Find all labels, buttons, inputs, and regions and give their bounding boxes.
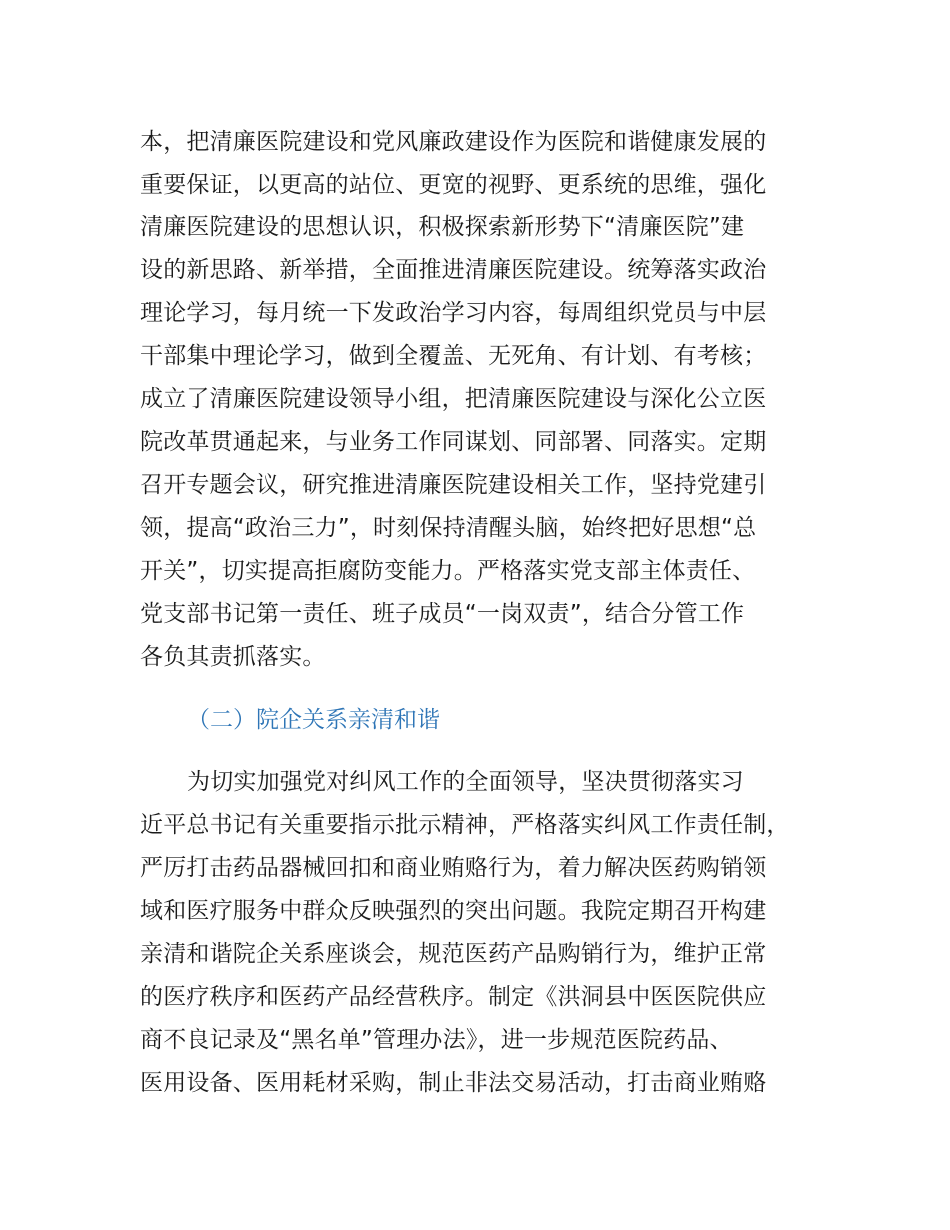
section-heading: （二）院企关系亲清和谐: [187, 707, 440, 733]
paragraph1-line-5: 理论学习，每月统一下发政治学习内容，每周组织党员与中层: [140, 300, 767, 326]
paragraph2-line-8: 医用设备、医用耗材采购，制止非法交易活动，打击商业贿赂: [140, 1070, 767, 1096]
paragraph2-line-6: 的医疗秩序和医药产品经营秩序。制定《洪洞县中医医院供应: [140, 984, 767, 1010]
paragraph2-line-2: 近平总书记有关重要指示批示精神，严格落实纠风工作责任制，: [140, 812, 790, 838]
paragraph1-line-1: 本，把清廉医院建设和党风廉政建设作为医院和谐健康发展的: [140, 129, 767, 155]
paragraph1-line-8: 院改革贯通起来，与业务工作同谋划、同部署、同落实。定期: [140, 429, 767, 455]
paragraph1-line-13: 各负其责抓落实。: [140, 644, 326, 670]
paragraph2-line-4: 域和医疗服务中群众反映强烈的突出问题。我院定期召开构建: [140, 898, 767, 924]
paragraph2-line-7: 商不良记录及“黑名单”管理办法》，进一步规范医院药品、: [140, 1027, 733, 1053]
paragraph1-line-6: 干部集中理论学习，做到全覆盖、无死角、有计划、有考核；: [140, 343, 767, 369]
paragraph1-line-3: 清廉医院建设的思想认识，积极探索新形势下“清廉医院”建: [140, 214, 745, 240]
paragraph2-line-1: 为切实加强党对纠风工作的全面领导，坚决贯彻落实习: [187, 769, 744, 795]
paragraph1-line-10: 领，提高“政治三力”，时刻保持清醒头脑，始终把好思想“总: [140, 515, 757, 541]
paragraph1-line-2: 重要保证，以更高的站位、更宽的视野、更系统的思维，强化: [140, 172, 767, 198]
paragraph1-line-9: 召开专题会议，研究推进清廉医院建设相关工作，坚持党建引: [140, 472, 767, 498]
paragraph2-line-3: 严厉打击药品器械回扣和商业贿赂行为，着力解决医药购销领: [140, 855, 767, 881]
paragraph1-line-12: 党支部书记第一责任、班子成员“一岗双责”，结合分管工作: [140, 601, 745, 627]
paragraph1-line-11: 开关”，切实提高拒腐防变能力。严格落实党支部主体责任、: [140, 558, 756, 584]
paragraph1-line-4: 设的新思路、新举措，全面推进清廉医院建设。统筹落实政治: [140, 257, 767, 283]
paragraph2-line-5: 亲清和谐院企关系座谈会，规范医药产品购销行为，维护正常: [140, 941, 767, 967]
paragraph1-line-7: 成立了清廉医院建设领导小组，把清廉医院建设与深化公立医: [140, 386, 767, 412]
